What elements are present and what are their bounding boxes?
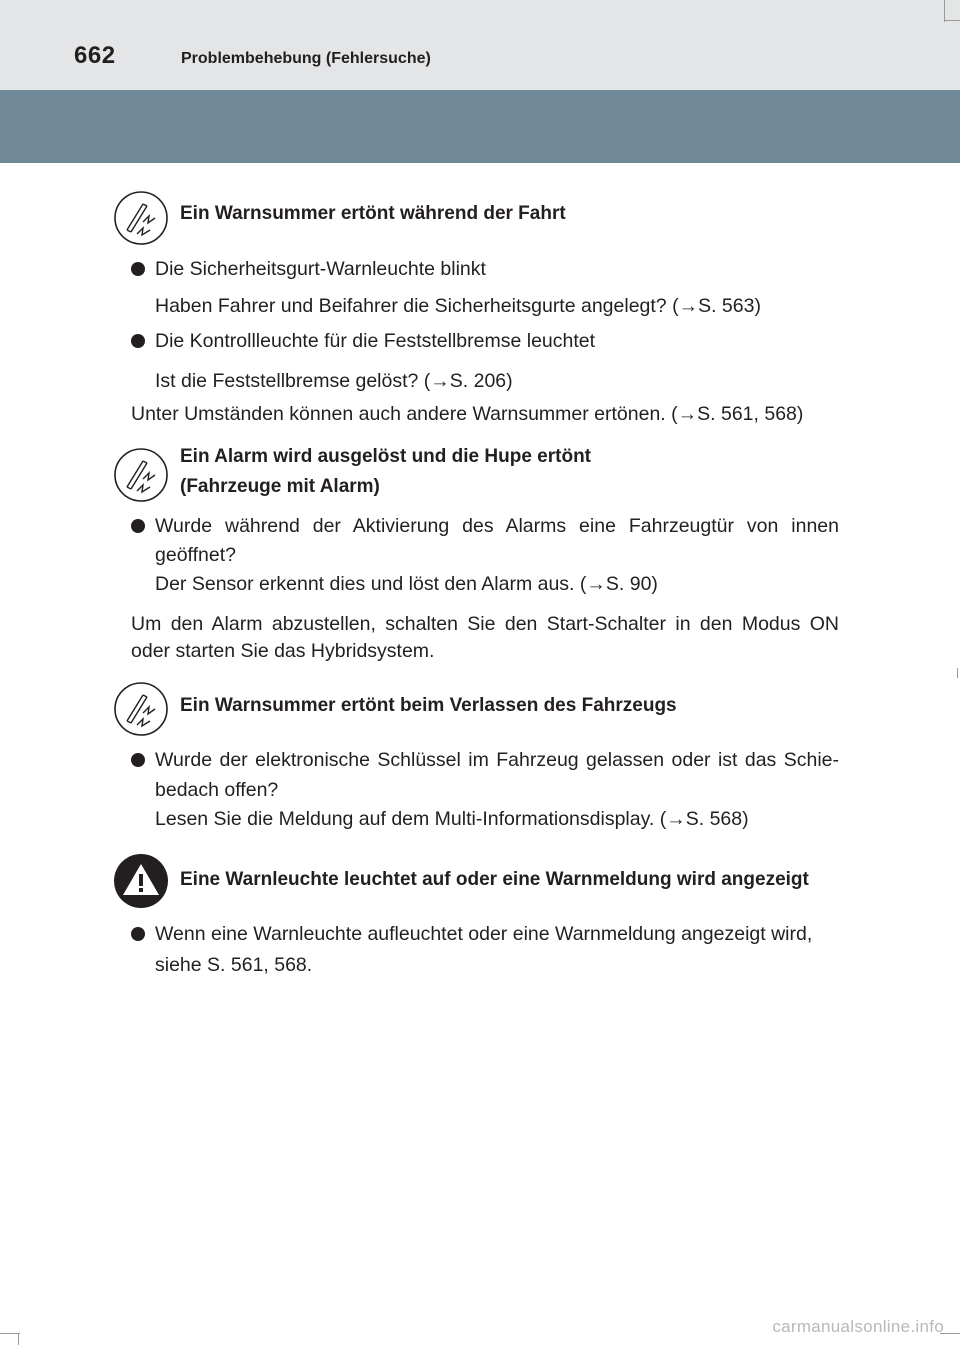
list-item-detail: Der Sensor erkennt dies und löst den Alarm aus. (→S. 90) <box>155 573 658 595</box>
header-color-band <box>0 90 960 163</box>
watermark: carmanualsonline.info <box>772 1317 944 1336</box>
warning-triangle-icon <box>113 853 169 909</box>
list-item: Die Sicherheitsgurt-Warnleuchte blinkt <box>155 258 486 280</box>
section-title-alarm-qualifier: (Fahrzeuge mit Alarm) <box>180 476 380 497</box>
section-title-leaving-buzzer: Ein Warnsummer ertönt beim Verlassen des Fahrzeugs <box>180 695 677 716</box>
crop-mark <box>957 668 958 678</box>
crop-mark <box>944 0 945 22</box>
header-top-band <box>0 0 960 90</box>
bullet <box>131 927 145 941</box>
buzzer-warning-icon <box>113 447 169 503</box>
section-title-warning-light: Eine Warnleuchte leuchtet auf oder eine Warnmeldung wird angezeigt <box>180 869 809 890</box>
section-title-driving-buzzer: Ein Warnsummer ertönt während der Fahrt <box>180 203 566 224</box>
section-note: Um den Alarm abzustellen, schalten Sie den Start-Schalter in den Modus ON <box>131 613 839 635</box>
buzzer-warning-icon <box>113 190 169 246</box>
section-note: Unter Umständen können auch andere Warnsummer ertönen. (→S. 561, 568) <box>131 403 804 425</box>
bullet <box>131 519 145 533</box>
bullet <box>131 262 145 276</box>
list-item: Wurde der elektronische Schlüssel im Fahrzeug gelassen oder ist das Schie- <box>155 749 839 771</box>
list-item-detail: Lesen Sie die Meldung auf dem Multi-Informationsdisplay. (→S. 568) <box>155 808 749 830</box>
list-item: Wurde während der Aktivierung des Alarms eine Fahrzeugtür von innen <box>155 515 839 537</box>
bullet <box>131 334 145 348</box>
list-item: Wenn eine Warnleuchte aufleuchtet oder eine Warnmeldung angezeigt wird, <box>155 923 813 945</box>
list-item-continuation: geöffnet? <box>155 544 236 566</box>
crop-mark <box>944 20 960 21</box>
section-title-alarm: Ein Alarm wird ausgelöst und die Hupe ertönt <box>180 446 592 467</box>
section-note-continuation: oder starten Sie das Hybridsystem. <box>131 640 435 662</box>
list-item-continuation: bedach offen? <box>155 779 279 801</box>
list-item-detail: Haben Fahrer und Beifahrer die Sicherheitsgurte angelegt? (→S. 563) <box>155 295 761 317</box>
crop-mark <box>18 1333 19 1345</box>
buzzer-warning-icon <box>113 681 169 737</box>
list-item: Die Kontrollleuchte für die Feststellbremse leuchtet <box>155 330 596 352</box>
crop-mark <box>0 1333 20 1334</box>
bullet <box>131 753 145 767</box>
list-item-continuation: siehe S. 561, 568. <box>155 954 313 976</box>
list-item-detail: Ist die Feststellbremse gelöst? (→S. 206) <box>155 370 513 392</box>
page-number: 662 <box>74 42 116 69</box>
running-title: Problembehebung (Fehlersuche) <box>181 50 431 67</box>
